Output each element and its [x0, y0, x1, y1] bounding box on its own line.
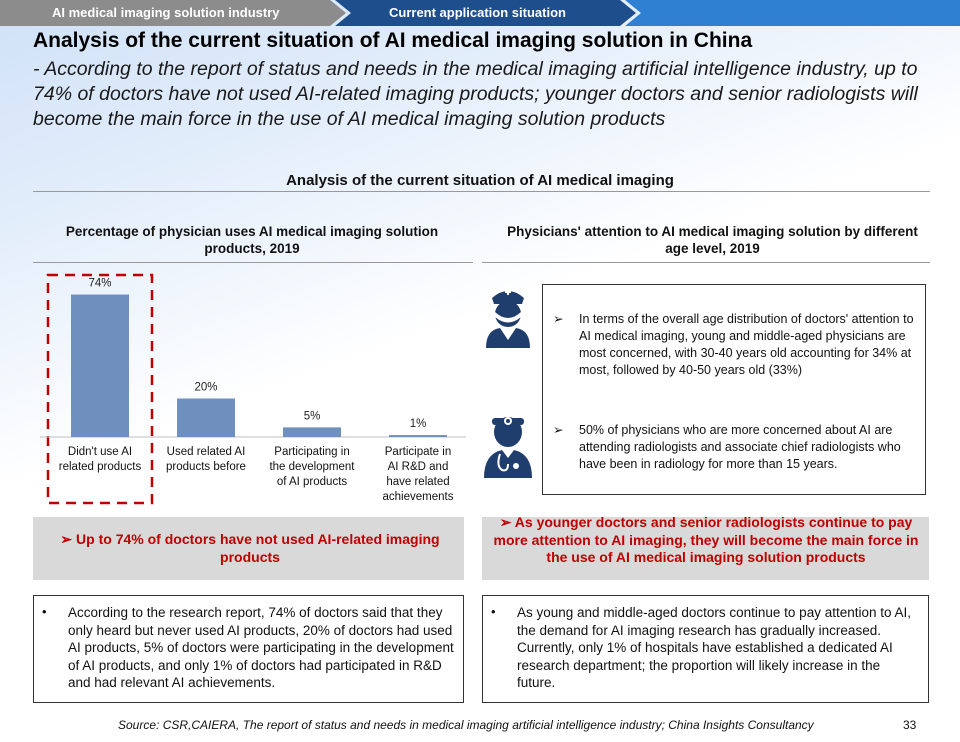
bar-3: [283, 427, 341, 437]
right-panel-rule: [482, 262, 930, 263]
category-label-2: Used related AI products before: [166, 446, 246, 473]
tab-blank-shape: [625, 0, 960, 26]
right-highlight-text: ➢ As younger doctors and senior radiologists continue to pay more attention to AI imaging, they will become the main force in the use of AI medical imaging solution products: [493, 514, 919, 565]
bar-value-label-1: 74%: [88, 277, 112, 290]
section-divider: [33, 191, 930, 192]
right-panel-title: Physicians' attention to AI medical imaging solution by different age level, 2019: [507, 224, 918, 256]
doctor-stethoscope-icon: [478, 410, 538, 480]
bar-value-label-3: 5%: [303, 410, 321, 423]
right-note-text: As young and middle-aged doctors continue to pay attention to AI, the demand for AI imaging research has gradually increased. Currently, only 1% of hospitals have established a dedicated AI research department; the proportion will likely increase in the future.: [517, 605, 912, 690]
right-note-bullet: •: [491, 604, 496, 619]
source-footnote: Source: CSR,CAIERA, The report of status and needs in medical imaging artificial intelligence industry; China Insights Consultancy: [118, 718, 814, 732]
arrow-bullet-icon: ➢: [499, 514, 512, 530]
page-subtitle: - According to the report of status and needs in the medical imaging artificial intelligence industry, up to 74% of doctors have not used AI-related imaging products; younger doctors and senior radiologists will become the main force in the use of AI medical imaging solution products: [33, 58, 918, 130]
tab-industry[interactable]: AI medical imaging solution industry: [52, 5, 280, 20]
breadcrumb: [0, 0, 960, 26]
tab-current-application[interactable]: Current application situation: [389, 5, 566, 20]
page-title: Analysis of the current situation of AI medical imaging solution in China: [33, 29, 753, 52]
page-number: 33: [903, 718, 917, 732]
bar-4: [389, 435, 447, 437]
bar-2: [177, 399, 235, 438]
bars-group: [71, 295, 447, 437]
doctor-nurse-icon: [478, 284, 538, 350]
left-panel-rule: [33, 262, 473, 263]
category-label-4: Participate in AI R&D and have related achievements: [382, 446, 454, 503]
arrow-bullet-icon: ➢: [553, 423, 564, 437]
left-panel-title: Percentage of physician uses AI medical imaging solution products, 2019: [65, 224, 439, 256]
arrow-bullet-icon: ➢: [553, 312, 564, 326]
section-heading: Analysis of the current situation of AI medical imaging: [286, 172, 674, 189]
bar-1: [71, 295, 129, 437]
arrow-bullet-icon: ➢: [60, 531, 73, 547]
category-labels-group: [59, 446, 454, 503]
left-note-bullet: •: [42, 604, 47, 619]
category-label-1: Didn't use AI related products: [58, 446, 142, 473]
value-labels-group: [88, 278, 426, 431]
left-highlight-text: ➢ Up to 74% of doctors have not used AI-related imaging products: [60, 531, 440, 565]
left-note-text: According to the research report, 74% of doctors said that they only heard but never used AI products, 20% of doctors had used AI products, 5% of doctors were participating in the development of AI products, and only 1% of doctors had participated in R&D and had relevant AI achievements.: [68, 605, 454, 690]
bar-chart: [33, 270, 473, 510]
bar-value-label-2: 20%: [194, 381, 218, 394]
bar-value-label-4: 1%: [409, 418, 427, 431]
category-label-3: Participating in the development of AI products: [269, 446, 355, 488]
